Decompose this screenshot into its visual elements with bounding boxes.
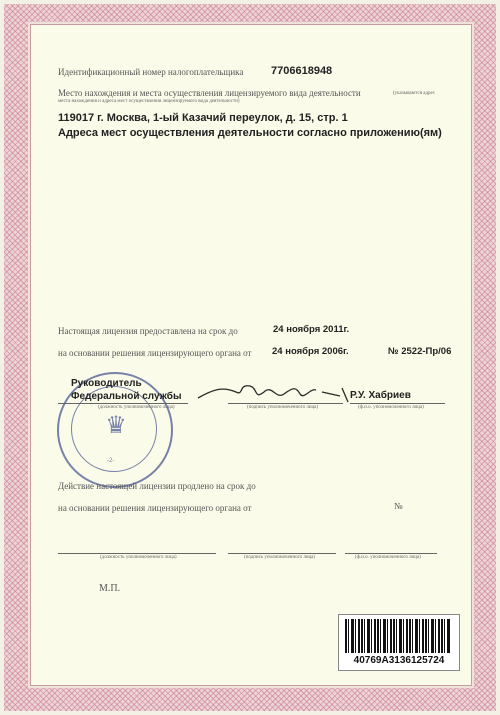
location-note-2: места нахождения и адреса мест осуществления лицензируемого вида деятельности) [58,99,240,104]
position-caption: (должность уполномоченного лица) [98,405,175,410]
position-line [58,403,188,404]
address-value: 119017 г. Москва, 1-ый Казачий переулок, д. 15, стр. 1 [58,112,348,124]
inn-label: Идентификационный номер налогоплательщика [58,67,244,77]
name-caption: (ф.и.о. уполномоченного лица) [358,405,424,410]
position-line-2: Федеральной службы [71,391,182,402]
basis-number: № 2522-Пр/06 [388,346,452,357]
mp-label: М.П. [99,583,121,594]
term-value: 24 ноября 2011г. [273,324,350,335]
signature-caption: (подпись уполномоченного лица) [247,405,319,410]
position-caption-2: (должность уполномоченного лица) [100,555,177,560]
term-label: Настоящая лицензия предоставлена на срок до [58,326,238,336]
location-label: Место нахождения и места осуществления лицензируемого вида деятельности [58,88,361,98]
addresses-line: Адреса мест осуществления деятельности согласно приложению(ям) [58,127,442,139]
signature-line-2 [228,553,336,554]
position-line-2 [58,553,216,554]
position-line-1: Руководитель [71,378,142,389]
seal-number: -2- [107,458,115,464]
official-seal [57,372,173,488]
signer-name: Р.У. Хабриев [350,390,411,401]
name-line-2 [345,553,437,554]
number-sign: № [394,501,403,511]
barcode-number: 40769A3136125724 [353,655,445,666]
eagle-emblem-icon: ♛ [105,413,127,439]
barcode-bars [345,619,451,653]
handwritten-signature [192,378,352,406]
signature-line [228,403,343,404]
inn-value: 7706618948 [271,65,333,77]
location-note: (указываются адрес [393,91,436,96]
extended-label: Действие настоящей лицензии продлено на срок до [58,481,256,491]
signature-caption-2: (подпись уполномоченного лица) [244,555,316,560]
basis2-label: на основании решения лицензирующего органа от [58,503,252,513]
basis-label: на основании решения лицензирующего органа от [58,348,252,358]
name-caption-2: (ф.и.о. уполномоченного лица) [355,555,421,560]
barcode [338,614,460,671]
name-line [350,403,445,404]
basis-date: 24 ноября 2006г. [272,346,349,357]
